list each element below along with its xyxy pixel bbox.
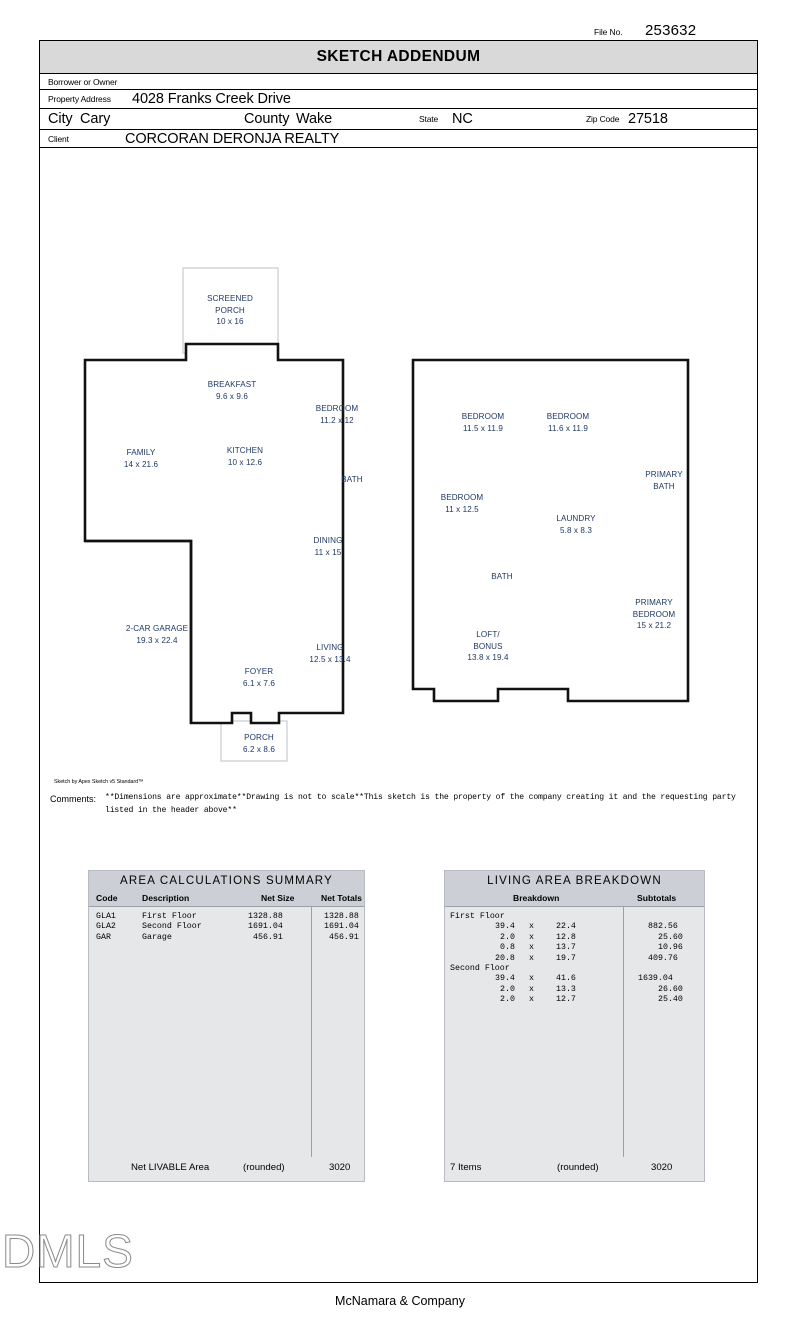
client-row <box>40 130 757 148</box>
state-value: NC <box>452 111 473 127</box>
room-label-dining: DINING 11 x 15 <box>313 536 343 557</box>
client-value: CORCORAN DERONJA REALTY <box>125 130 340 147</box>
col-header-breakdown: Breakdown <box>513 893 560 903</box>
table-row: 20.8 x 19.7 409.76 <box>495 953 678 963</box>
room-label-bedroom-2c: BEDROOM 11 x 12.5 <box>440 493 484 514</box>
client-label: Client <box>48 133 69 144</box>
col-header-net-size: Net Size <box>261 893 295 903</box>
living-breakdown-title: LIVING AREA BREAKDOWN <box>445 871 704 890</box>
room-label-bath-second: BATH <box>491 572 513 581</box>
room-label-family: FAMILY 14 x 21.6 <box>123 448 159 469</box>
room-label-garage: 2-CAR GARAGE 19.3 x 22.4 <box>125 624 189 645</box>
table-row: 39.4 x 22.4 882.56 <box>495 922 678 932</box>
apex-sketch-credit: Sketch by Apex Sketch v5 Standard™ <box>54 779 144 785</box>
col-header-code: Code <box>96 893 118 903</box>
county-value: Wake <box>296 111 333 127</box>
dmls-watermark: DMLS <box>2 1225 134 1277</box>
area-summary-footer <box>89 1157 364 1181</box>
table-row: GLA1 First Floor 1328.88 1328.88 <box>96 912 359 921</box>
room-label-laundry: LAUNDRY 5.8 x 8.3 <box>556 514 596 535</box>
file-number-label: File No. <box>594 27 623 37</box>
document-frame <box>39 40 758 1283</box>
room-label-porch: PORCH 6.2 x 8.6 <box>243 733 275 754</box>
footer-company-name: McNamara & Company <box>335 1294 465 1308</box>
items-count-label: 7 Items <box>450 1162 482 1173</box>
comments-label: Comments: <box>50 794 97 804</box>
room-label-bath-first: BATH <box>341 475 363 484</box>
living-area-breakdown-table <box>444 870 705 1182</box>
room-label-bedroom-2b: BEDROOM 11.6 x 11.9 <box>546 412 590 433</box>
table-row: GAR Garage 456.91 456.91 <box>96 932 359 942</box>
file-number-row <box>0 22 800 42</box>
borrower-row <box>40 74 757 90</box>
page-title-bar <box>40 41 757 74</box>
net-livable-area-label: Net LIVABLE Area <box>131 1162 210 1173</box>
living-breakdown-rows <box>445 907 704 1006</box>
room-label-breakfast: BREAKFAST 9.6 x 9.6 <box>207 380 257 401</box>
zip-value: 27518 <box>628 111 668 127</box>
table-row: GLA2 Second Floor 1691.04 1691.04 <box>96 922 359 932</box>
room-label-bedroom-2a: BEDROOM 11.5 x 11.9 <box>461 412 505 433</box>
zip-label: Zip Code <box>586 114 620 124</box>
col-header-subtotals: Subtotals <box>637 893 677 903</box>
property-address-row <box>40 90 757 109</box>
living-breakdown-footer <box>445 1157 704 1181</box>
sketch-drawing-area <box>40 148 757 838</box>
file-number-value: 253632 <box>645 22 697 39</box>
area-summary-title: AREA CALCULATIONS SUMMARY <box>89 871 364 890</box>
property-address-value: 4028 Franks Creek Drive <box>132 91 291 107</box>
group-label: First Floor <box>450 912 505 921</box>
col-header-net-totals: Net Totals <box>321 893 362 903</box>
page-title: SKETCH ADDENDUM <box>316 48 481 65</box>
property-address-label: Property Address <box>48 94 111 104</box>
room-label-primary-bedroom: PRIMARY BEDROOM 15 x 21.2 <box>632 598 676 630</box>
room-label-kitchen: KITCHEN 10 x 12.6 <box>226 446 264 467</box>
net-livable-area-total: 3020 <box>329 1162 351 1173</box>
city-value: Cary <box>80 111 111 127</box>
table-row: 39.4 x 41.6 1639.04 <box>495 974 673 984</box>
room-label-screened-porch: SCREENED PORCH 10 x 16 <box>207 294 253 326</box>
items-total: 3020 <box>651 1162 673 1173</box>
net-livable-rounded-note: (rounded) <box>243 1162 285 1173</box>
room-label-primary-bath: PRIMARY BATH <box>645 470 683 491</box>
area-calculations-summary-table <box>88 870 365 1182</box>
items-rounded-note: (rounded) <box>557 1162 599 1173</box>
city-county-state-zip-row <box>40 109 757 130</box>
floor-plan-svg <box>40 148 757 838</box>
borrower-label: Borrower or Owner <box>48 76 118 87</box>
room-label-bedroom-first: BEDROOM 11.2 x 12 <box>315 404 359 425</box>
table-row: 2.0 x 13.3 26.60 <box>500 984 683 994</box>
table-row: 0.8 x 13.7 10.96 <box>500 943 683 953</box>
room-label-foyer: FOYER 6.1 x 7.6 <box>243 667 275 688</box>
room-label-loft-bonus: LOFT/ BONUS 13.8 x 19.4 <box>467 630 509 662</box>
living-breakdown-column-headers <box>445 890 704 907</box>
table-row: 2.0 x 12.8 25.60 <box>500 932 683 942</box>
state-label: State <box>419 114 439 124</box>
city-label: City <box>48 111 73 127</box>
table-row: 2.0 x 12.7 25.40 <box>500 995 683 1005</box>
county-label: County <box>244 111 290 127</box>
comments-text: **Dimensions are approximate**Drawing is not to scale**This sketch is the property of the company creating it and the requesting party listed in the header above** <box>105 793 736 815</box>
room-label-living: LIVING 12.5 x 13.4 <box>309 643 351 664</box>
col-header-description: Description <box>142 893 190 903</box>
area-summary-rows <box>89 907 364 943</box>
group-label: Second Floor <box>450 963 510 973</box>
area-summary-column-headers <box>89 890 364 907</box>
area-summary-column-divider <box>311 907 312 1165</box>
